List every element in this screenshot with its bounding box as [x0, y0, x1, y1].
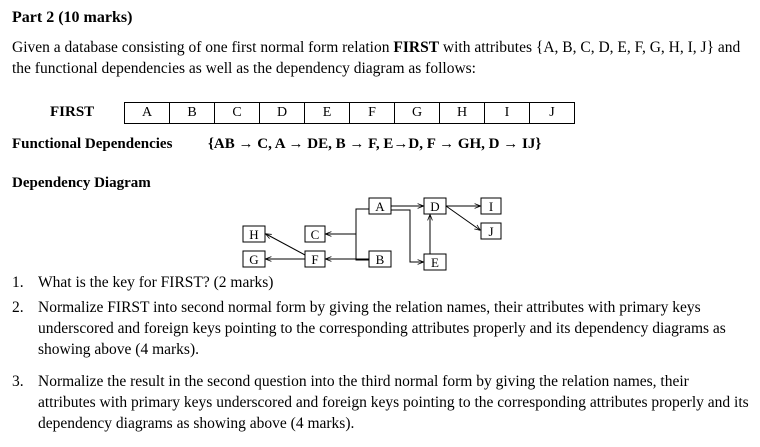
attribute-cell: B — [170, 103, 215, 124]
section-heading: Part 2 (10 marks) — [12, 9, 133, 26]
edge-b-to-c — [356, 234, 369, 260]
node-a — [369, 198, 391, 214]
node-b-label: B — [375, 252, 385, 267]
attribute-cell: D — [260, 103, 305, 124]
node-j — [481, 223, 501, 239]
node-b — [369, 251, 391, 267]
functional-dependencies-list: {AB → C, A → DE, B → F, E→D, F → GH, D → IJ} — [208, 136, 542, 152]
node-d-label: D — [430, 199, 440, 214]
question-text: Normalize the result in the second question into the third normal form by giving the relation names, their attributes with primary keys underscored and foreign keys pointing to the corresponding attributes properly and its dependency diagrams as showing above (4 marks). — [38, 373, 749, 432]
node-e-label: E — [431, 255, 439, 270]
question-item — [12, 272, 750, 293]
node-f-label: F — [311, 252, 319, 267]
node-i-label: I — [488, 199, 494, 214]
question-number: 1. — [12, 274, 24, 291]
node-f — [305, 251, 325, 267]
node-g-label: G — [249, 252, 259, 267]
node-c — [305, 226, 325, 242]
node-h — [243, 226, 265, 242]
node-j-label: J — [488, 224, 494, 239]
node-c-label: C — [310, 227, 320, 242]
node-a-label: A — [375, 199, 385, 214]
question-number: 2. — [12, 299, 24, 316]
question-list — [12, 272, 750, 445]
attribute-cell: H — [440, 103, 485, 124]
functional-dependencies-label: Functional Dependencies — [12, 136, 173, 152]
intro-relation-name: FIRST — [393, 39, 440, 56]
attribute-cell: J — [530, 103, 575, 124]
attribute-cell: C — [215, 103, 260, 124]
attribute-cell: A — [125, 103, 170, 124]
question-text: What is the key for FIRST? (2 marks) — [38, 274, 274, 291]
attribute-cell: I — [485, 103, 530, 124]
intro-text-after: with attributes {A, B, C, D, E, F, G, H, I, J} and the functional dependencies as well as the dependency diagram as follows: — [12, 39, 741, 77]
intro-text-before: Given a database consisting of one first normal form relation — [12, 39, 394, 56]
relation-label: FIRST — [50, 104, 95, 120]
node-d — [424, 198, 446, 214]
attribute-cell: G — [395, 103, 440, 124]
edge-f-to-h — [266, 234, 305, 255]
edge-a-to-c — [326, 209, 369, 234]
question-text: Normalize FIRST into second normal form by giving the relation names, their attributes with primary keys underscored and foreign keys pointing to the corresponding attributes properly and its dependency diagrams as showing above (4 marks). — [38, 299, 726, 358]
question-number: 3. — [12, 373, 24, 390]
edge-d-to-j — [446, 206, 480, 230]
dependency-diagram-label: Dependency Diagram — [12, 175, 151, 191]
question-item — [12, 371, 750, 434]
node-g — [243, 251, 265, 267]
attribute-cell: E — [305, 103, 350, 124]
node-h-label: H — [249, 227, 259, 242]
node-e — [424, 254, 446, 270]
edge-a-to-e — [391, 210, 423, 262]
question-item — [12, 297, 750, 360]
attribute-cell: F — [350, 103, 395, 124]
node-i — [481, 198, 501, 214]
